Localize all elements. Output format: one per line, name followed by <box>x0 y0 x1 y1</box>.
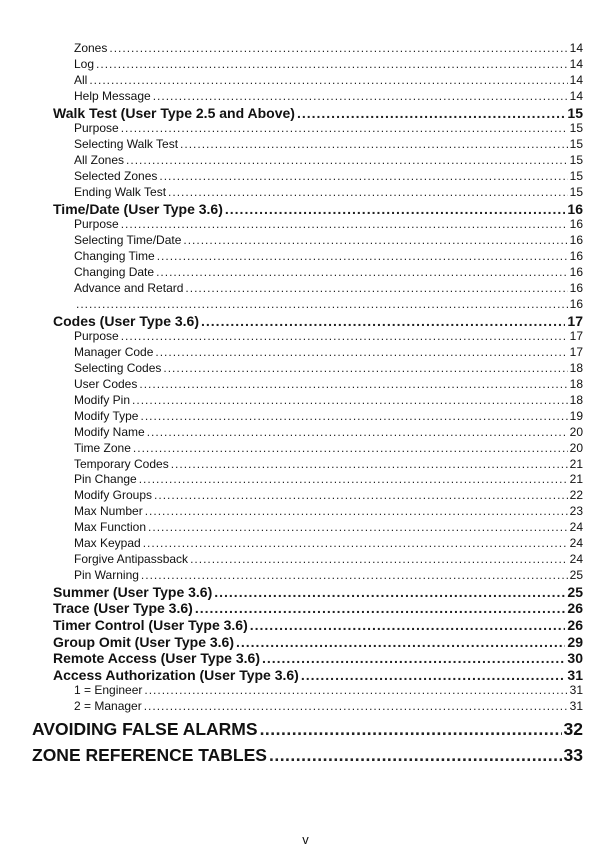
toc-entry <box>32 719 583 741</box>
toc-entry <box>53 667 583 684</box>
dot-leader <box>156 265 568 279</box>
dot-leader <box>214 584 565 600</box>
toc-entry-page: 16 <box>569 217 583 232</box>
toc-entry-page: 16 <box>569 280 583 295</box>
dot-leader <box>195 600 566 616</box>
dot-leader <box>139 472 568 486</box>
toc-subentry <box>74 137 583 153</box>
toc-subentry <box>74 41 583 57</box>
page-number: v <box>302 832 309 847</box>
toc-subentry <box>74 265 583 281</box>
dot-leader <box>168 185 568 199</box>
toc-entry-page: 31 <box>569 699 583 714</box>
dot-leader <box>121 217 568 231</box>
dot-leader <box>139 377 567 391</box>
toc-entry-page: 14 <box>569 72 583 87</box>
dot-leader <box>159 169 567 183</box>
toc-entry-title: Access Authorization (User Type 3.6) <box>53 666 299 683</box>
dot-leader <box>301 667 566 683</box>
toc-entry-title: Time Zone <box>74 440 131 455</box>
toc-entry-title: Changing Date <box>74 265 155 279</box>
toc-subentry <box>74 281 583 297</box>
toc-subentry <box>74 345 583 361</box>
toc-entry-title: Modify Pin <box>74 392 131 407</box>
toc-entry-page: 26 <box>567 616 583 633</box>
toc-subentry <box>74 488 583 504</box>
dot-leader <box>163 361 567 375</box>
toc-subentry <box>74 169 583 185</box>
dot-leader <box>126 153 568 167</box>
toc-subentry <box>74 441 583 457</box>
toc-entry-title: Modify Name <box>74 424 145 439</box>
toc-entry-title: Purpose <box>74 217 119 232</box>
dot-leader <box>153 89 568 103</box>
toc-entry-title: Codes (User Type 3.6) <box>53 312 200 329</box>
toc-entry-page: 17 <box>569 329 583 344</box>
toc-subentry <box>74 297 583 313</box>
toc-entry-page: 18 <box>569 392 583 407</box>
toc-entry-page: 26 <box>567 600 583 617</box>
toc-entry-page: 21 <box>569 472 583 487</box>
toc-entry-page: 15 <box>569 184 583 199</box>
toc-entry-title: Selecting Walk Test <box>74 137 179 152</box>
toc-entry <box>53 201 583 218</box>
toc-subentry <box>74 361 583 377</box>
toc-entry-page: 33 <box>563 744 583 765</box>
toc-entry-title: Zones <box>74 41 108 55</box>
dot-leader <box>121 329 568 343</box>
dot-leader <box>132 393 568 407</box>
dot-leader <box>89 73 567 87</box>
dot-leader <box>76 297 568 311</box>
toc-subentry <box>74 699 583 715</box>
toc-entry-title: Log <box>74 56 95 71</box>
toc-entry-page: 15 <box>569 168 583 183</box>
toc-subentry <box>74 504 583 520</box>
toc-entry-page: 24 <box>569 536 583 550</box>
toc-entry-page: 25 <box>569 567 583 582</box>
toc-subentry <box>74 73 583 89</box>
dot-leader <box>250 617 566 633</box>
toc-subentry <box>74 217 583 233</box>
dot-leader <box>154 488 568 502</box>
dot-leader <box>297 105 565 121</box>
dot-leader <box>269 745 562 766</box>
toc-subentry <box>74 89 583 105</box>
toc-entry-title: 1 = Engineer <box>74 683 143 698</box>
toc-entry-page: 15 <box>569 137 583 152</box>
dot-leader <box>262 650 565 666</box>
dot-leader <box>185 281 567 295</box>
toc-entry-title: Time/Date (User Type 3.6) <box>53 200 223 217</box>
dot-leader <box>109 41 567 55</box>
toc-entry-page: 20 <box>569 440 583 455</box>
dot-leader <box>225 201 566 217</box>
toc-entry-page: 14 <box>569 56 583 71</box>
toc-entry-page: 15 <box>569 153 583 167</box>
toc-entry <box>53 313 583 330</box>
toc-entry <box>53 650 583 667</box>
toc-entry-page: 31 <box>569 683 583 698</box>
dot-leader <box>96 57 568 71</box>
toc-subentry <box>74 121 583 137</box>
toc-entry-page: 16 <box>569 265 583 279</box>
toc-subentry <box>74 393 583 409</box>
toc-entry-page: 31 <box>567 666 583 683</box>
toc-subentry <box>74 153 583 169</box>
toc-entry-title: Forgive Antipassback <box>74 551 189 566</box>
toc-entry-page: 16 <box>567 200 583 217</box>
toc-entry-title: AVOIDING FALSE ALARMS <box>32 719 258 740</box>
toc-entry-title: 2 = Manager <box>74 699 142 714</box>
toc-entry-page: 30 <box>567 650 583 667</box>
toc-entry-title: Pin Warning <box>74 567 139 582</box>
toc-subentry <box>74 520 583 536</box>
toc-entry-page: 29 <box>567 633 583 650</box>
toc-entry <box>53 584 583 601</box>
toc-entry-title: Modify Groups <box>74 488 153 503</box>
dot-leader <box>141 568 568 582</box>
dot-leader <box>183 233 567 247</box>
toc-entry-page: 24 <box>569 520 583 535</box>
dot-leader <box>260 719 562 740</box>
toc-entry-page: 18 <box>569 361 583 376</box>
toc-entry-title: Selected Zones <box>74 168 158 183</box>
toc-entry-title: Max Number <box>74 504 143 519</box>
dot-leader <box>180 137 568 151</box>
toc-entry-page: 17 <box>569 345 583 360</box>
toc-entry-page: 32 <box>563 719 583 740</box>
toc-entry-page: 17 <box>567 312 583 329</box>
toc-entry-title: Max Keypad <box>74 536 141 550</box>
toc-entry-title: Walk Test (User Type 2.5 and Above) <box>53 104 295 121</box>
dot-leader <box>148 520 568 534</box>
dot-leader <box>144 699 568 713</box>
toc-entry-title: All Zones <box>74 153 125 167</box>
dot-leader <box>171 457 568 471</box>
toc-entry-title: Pin Change <box>74 472 137 487</box>
toc-entry <box>32 745 583 767</box>
dot-leader <box>147 425 568 439</box>
toc-subentry <box>74 329 583 345</box>
dot-leader <box>157 249 568 263</box>
toc-entry-title: Manager Code <box>74 345 154 360</box>
toc-entry-page: 16 <box>569 296 583 311</box>
toc-entry-title: Remote Access (User Type 3.6) <box>53 650 260 667</box>
toc-entry-page: 20 <box>569 424 583 439</box>
dot-leader <box>121 121 568 135</box>
toc-entry-title: Advance and Retard <box>74 280 184 295</box>
toc-entry-title: Purpose <box>74 121 119 136</box>
toc-subentry <box>74 409 583 425</box>
toc-entry-title: Summer (User Type 3.6) <box>53 583 213 600</box>
toc-subentry <box>74 57 583 73</box>
dot-leader <box>155 345 567 359</box>
toc-entry-page: 24 <box>569 551 583 566</box>
toc-entry-page: 16 <box>569 233 583 248</box>
toc-entry-title: Max Function <box>74 520 147 535</box>
toc-subentry <box>74 683 583 699</box>
toc-subentry <box>74 185 583 201</box>
toc-entry <box>53 105 583 122</box>
toc-entry-page: 14 <box>569 88 583 103</box>
toc-entry-title: Timer Control (User Type 3.6) <box>53 616 248 633</box>
toc-entry-title: Selecting Codes <box>74 361 162 376</box>
dot-leader <box>201 313 565 329</box>
toc-entry-title: Ending Walk Test <box>74 184 167 199</box>
toc-entry-title: Group Omit (User Type 3.6) <box>53 633 234 650</box>
toc-entry-page: 23 <box>569 504 583 519</box>
toc-entry-title: ZONE REFERENCE TABLES <box>32 744 267 765</box>
dot-leader <box>145 504 568 518</box>
toc-subentry <box>74 425 583 441</box>
toc-entry-title: Changing Time <box>74 249 155 264</box>
toc-entry <box>53 617 583 634</box>
dot-leader <box>190 552 568 566</box>
toc-entry-page: 14 <box>569 41 583 55</box>
toc-subentry <box>74 249 583 265</box>
toc-entry-page: 19 <box>569 408 583 423</box>
toc-entry-title: Temporary Codes <box>74 456 169 471</box>
toc-entry-page: 16 <box>569 249 583 264</box>
toc-entry-page: 15 <box>567 104 583 121</box>
toc-subentry <box>74 568 583 584</box>
toc-entry-title: Trace (User Type 3.6) <box>53 600 193 617</box>
toc-subentry <box>74 472 583 488</box>
toc-subentry <box>74 536 583 552</box>
toc-entry-page: 15 <box>569 121 583 136</box>
toc-subentry <box>74 552 583 568</box>
dot-leader <box>236 634 565 650</box>
toc-entry <box>53 600 583 617</box>
toc-entry-title: User Codes <box>74 377 138 391</box>
toc-entry-page: 25 <box>567 583 583 600</box>
toc-entry-title: Modify Type <box>74 408 139 423</box>
dot-leader <box>144 683 567 697</box>
dot-leader <box>143 536 568 550</box>
dot-leader <box>133 441 568 455</box>
toc-subentry <box>74 233 583 249</box>
toc-entry-page: 18 <box>569 377 583 391</box>
toc-subentry <box>74 377 583 393</box>
toc-subentry <box>74 457 583 473</box>
toc-entry-page: 22 <box>569 488 583 503</box>
toc-entry-title: Selecting Time/Date <box>74 233 182 248</box>
toc-entry-title: Help Message <box>74 88 151 103</box>
dot-leader <box>140 409 567 423</box>
toc-entry-page: 21 <box>569 456 583 471</box>
toc-entry-title: Purpose <box>74 329 119 344</box>
toc-entry <box>53 634 583 651</box>
toc-entry-title: All <box>74 72 88 87</box>
